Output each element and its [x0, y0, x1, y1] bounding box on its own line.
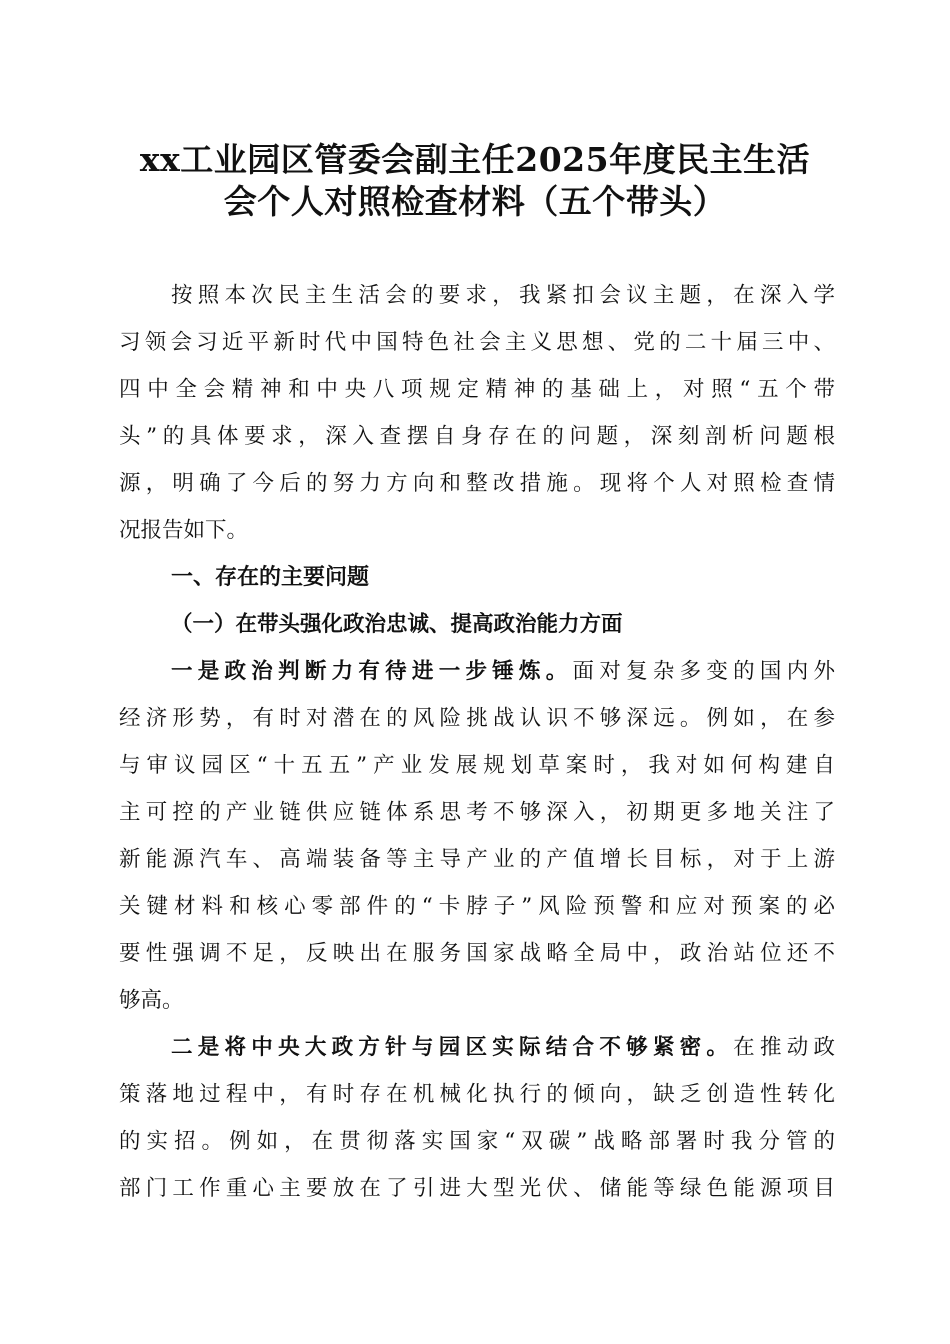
intro-paragraph-line: 习领会习近平新时代中国特色社会主义思想、党的二十届三中、	[119, 330, 835, 355]
point1-paragraph-line: 够高。	[119, 988, 184, 1013]
document-title-line-2: 会个人对照检查材料（五个带头）	[223, 182, 727, 221]
intro-paragraph-line: 况报告如下。	[119, 518, 249, 543]
point1-paragraph-line	[171, 657, 835, 687]
subsection-heading-political-loyalty: （一）在带头强化政治忠诚、提高政治能力方面	[171, 612, 623, 637]
section-heading-problems: 一、存在的主要问题	[171, 565, 370, 590]
point1-lead: 一是政治判断力有待进一步锤炼。	[171, 659, 573, 684]
point2-paragraph-line: 部门工作重心主要放在了引进大型光伏、储能等绿色能源项目	[119, 1176, 835, 1201]
intro-paragraph-line: 按照本次民主生活会的要求，我紧扣会议主题，在深入学	[171, 283, 835, 308]
point1-paragraph-line: 关键材料和核心零部件的“卡脖子”风险预警和应对预案的必	[119, 894, 835, 919]
document-title-line-1: xx工业园区管委会副主任2025年度民主生活	[139, 140, 811, 179]
point2-paragraph-line	[171, 1033, 835, 1063]
point2-text: 在推动政	[733, 1035, 835, 1060]
point1-paragraph-line: 要性强调不足，反映出在服务国家战略全局中，政治站位还不	[119, 941, 835, 966]
point2-lead: 二是将中央大政方针与园区实际结合不够紧密。	[171, 1035, 734, 1060]
point1-paragraph-line: 经济形势，有时对潜在的风险挑战认识不够深远。例如，在参	[119, 706, 835, 731]
intro-paragraph-line: 四中全会精神和中央八项规定精神的基础上，对照“五个带	[119, 377, 835, 402]
point2-paragraph-line: 的实招。例如，在贯彻落实国家“双碳”战略部署时我分管的	[119, 1129, 835, 1154]
intro-paragraph-line: 源，明确了今后的努力方向和整改措施。现将个人对照检查情	[119, 471, 835, 496]
intro-paragraph-line: 头”的具体要求，深入查摆自身存在的问题，深刻剖析问题根	[119, 424, 835, 449]
point1-text: 面对复杂多变的国内外	[572, 659, 835, 684]
point2-paragraph-line: 策落地过程中，有时存在机械化执行的倾向，缺乏创造性转化	[119, 1082, 835, 1107]
point1-paragraph-line: 新能源汽车、高端装备等主导产业的产值增长目标，对于上游	[119, 847, 835, 872]
point1-paragraph-line: 与审议园区“十五五”产业发展规划草案时，我对如何构建自	[119, 753, 835, 778]
point1-paragraph-line: 主可控的产业链供应链体系思考不够深入，初期更多地关注了	[119, 800, 835, 825]
